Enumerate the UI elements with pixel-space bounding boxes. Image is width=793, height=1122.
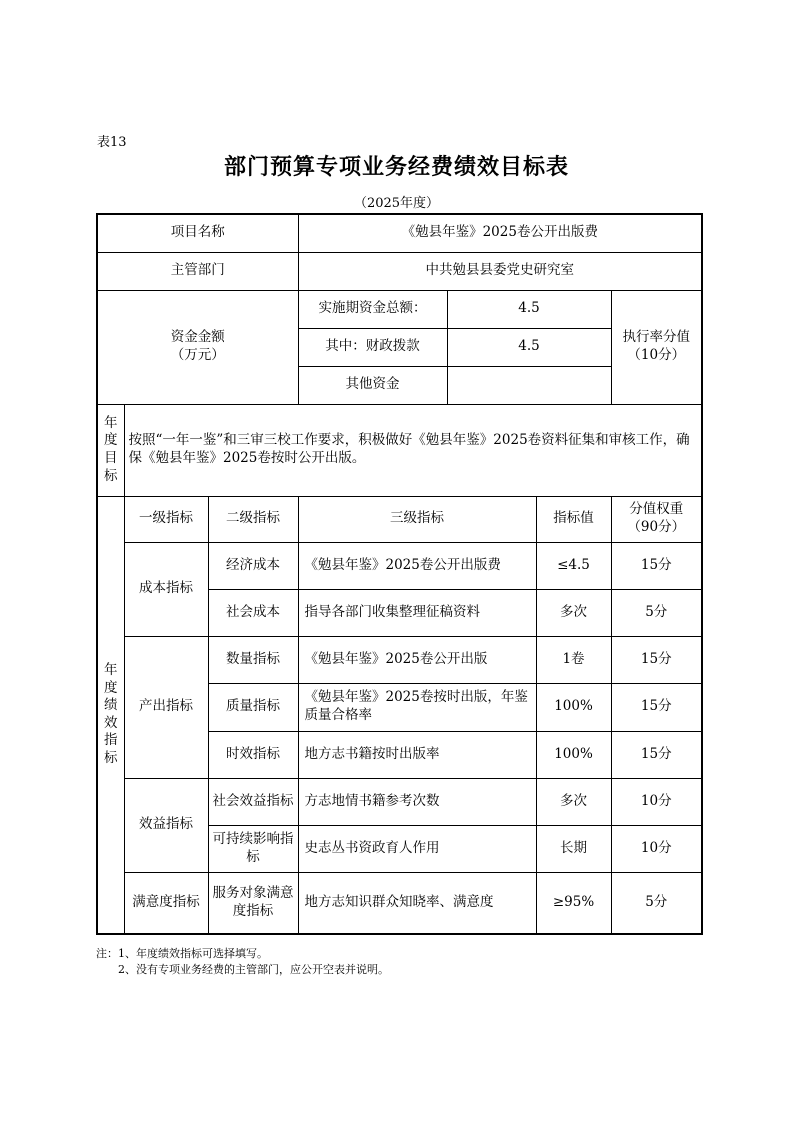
other-funds-label: 其他资金 [298, 366, 447, 404]
value-cell: 多次 [536, 778, 611, 825]
project-name-label: 项目名称 [97, 214, 298, 252]
weight-cell: 5分 [611, 872, 702, 934]
value-cell: 100% [536, 731, 611, 778]
table-row [97, 542, 702, 589]
funds-label-line1: 资金金额 [170, 329, 225, 346]
level2-cell: 时效指标 [208, 731, 298, 778]
weight-cell: 10分 [611, 778, 702, 825]
level1-benefit: 效益指标 [124, 778, 208, 872]
side-label-char: 标 [104, 749, 118, 766]
value-cell: 多次 [536, 589, 611, 636]
footnote-1: 注：1、年度绩效指标可选择填写。 [96, 947, 268, 960]
level3-cell: 《勉县年鉴》2025卷公开出版费 [298, 542, 536, 589]
project-name-value: 《勉县年鉴》2025卷公开出版费 [298, 214, 702, 252]
department-label: 主管部门 [97, 252, 298, 290]
weight-cell: 15分 [611, 683, 702, 731]
value-cell: ≥95% [536, 872, 611, 934]
level2-cell: 可持续影响指标 [208, 825, 298, 872]
level2-cell: 质量指标 [208, 683, 298, 731]
year-subtitle: （2025年度） [353, 196, 440, 211]
fiscal-funds-value: 4.5 [447, 328, 611, 366]
level2-cell: 社会效益指标 [208, 778, 298, 825]
table-number: 表13 [97, 135, 127, 150]
header-level2: 二级指标 [208, 496, 298, 542]
indicators-side-label [97, 496, 124, 934]
funds-total-label: 实施期资金总额： [298, 290, 447, 328]
level1-satisfaction: 满意度指标 [124, 872, 208, 934]
level1-cost: 成本指标 [124, 542, 208, 636]
other-funds-value [447, 366, 611, 404]
level3-cell: 方志地情书籍参考次数 [298, 778, 536, 825]
execution-rate-line1: 执行率分值 [622, 329, 691, 346]
table-row [97, 778, 702, 825]
level1-output: 产出指标 [124, 636, 208, 778]
performance-table [96, 213, 703, 935]
weight-cell: 5分 [611, 589, 702, 636]
footnotes [96, 946, 389, 978]
level2-cell: 社会成本 [208, 589, 298, 636]
side-label-char: 度 [104, 679, 118, 696]
side-label-char: 效 [104, 714, 118, 731]
value-cell: 100% [536, 683, 611, 731]
header-value: 指标值 [536, 496, 611, 542]
level3-cell: 地方志知识群众知晓率、满意度 [298, 872, 536, 934]
header-level1: 一级指标 [124, 496, 208, 542]
level3-cell: 史志丛书资政育人作用 [298, 825, 536, 872]
level2-cell: 服务对象满意度指标 [208, 872, 298, 934]
goal-label-char: 度 [104, 432, 118, 449]
execution-rate-cell [611, 290, 702, 404]
level2-cell: 经济成本 [208, 542, 298, 589]
side-label-char: 年 [104, 662, 118, 679]
table-row [97, 636, 702, 683]
side-label-char: 绩 [104, 697, 118, 714]
weight-cell: 15分 [611, 636, 702, 683]
page-title: 部门预算专项业务经费绩效目标表 [223, 154, 569, 180]
department-value: 中共勉县县委党史研究室 [298, 252, 702, 290]
goal-label-char: 年 [104, 414, 118, 431]
funds-total-value: 4.5 [447, 290, 611, 328]
weight-cell: 15分 [611, 731, 702, 778]
level3-cell: 《勉县年鉴》2025卷公开出版 [298, 636, 536, 683]
footnote-2: 2、没有专项业务经费的主管部门，应公开空表并说明。 [118, 963, 389, 976]
weight-cell: 15分 [611, 542, 702, 589]
annual-goal-text: 按照“一年一鉴”和三审三校工作要求，积极做好《勉县年鉴》2025卷资料征集和审核工作，确保《勉县年鉴》2025卷按时公开出版。 [124, 404, 702, 496]
header-level3: 三级指标 [298, 496, 536, 542]
weight-cell: 10分 [611, 825, 702, 872]
execution-rate-line2: （10分） [627, 347, 686, 363]
level3-cell: 《勉县年鉴》2025卷按时出版，年鉴质量合格率 [298, 683, 536, 731]
funds-label [97, 290, 298, 404]
funds-label-line2: （万元） [170, 347, 225, 363]
value-cell: 1卷 [536, 636, 611, 683]
level3-cell: 地方志书籍按时出版率 [298, 731, 536, 778]
fiscal-funds-label: 其中：财政拨款 [298, 328, 447, 366]
goal-label-char: 标 [104, 467, 118, 484]
level3-cell: 指导各部门收集整理征稿资料 [298, 589, 536, 636]
value-cell: ≤4.5 [536, 542, 611, 589]
table-row [97, 872, 702, 934]
goal-label-char: 目 [104, 450, 118, 466]
header-weight-line2: （90分） [627, 519, 686, 535]
value-cell: 长期 [536, 825, 611, 872]
header-weight [611, 496, 702, 542]
level2-cell: 数量指标 [208, 636, 298, 683]
annual-goal-label [97, 404, 124, 496]
header-weight-line1: 分值权重 [629, 501, 684, 518]
side-label-char: 指 [104, 732, 118, 749]
